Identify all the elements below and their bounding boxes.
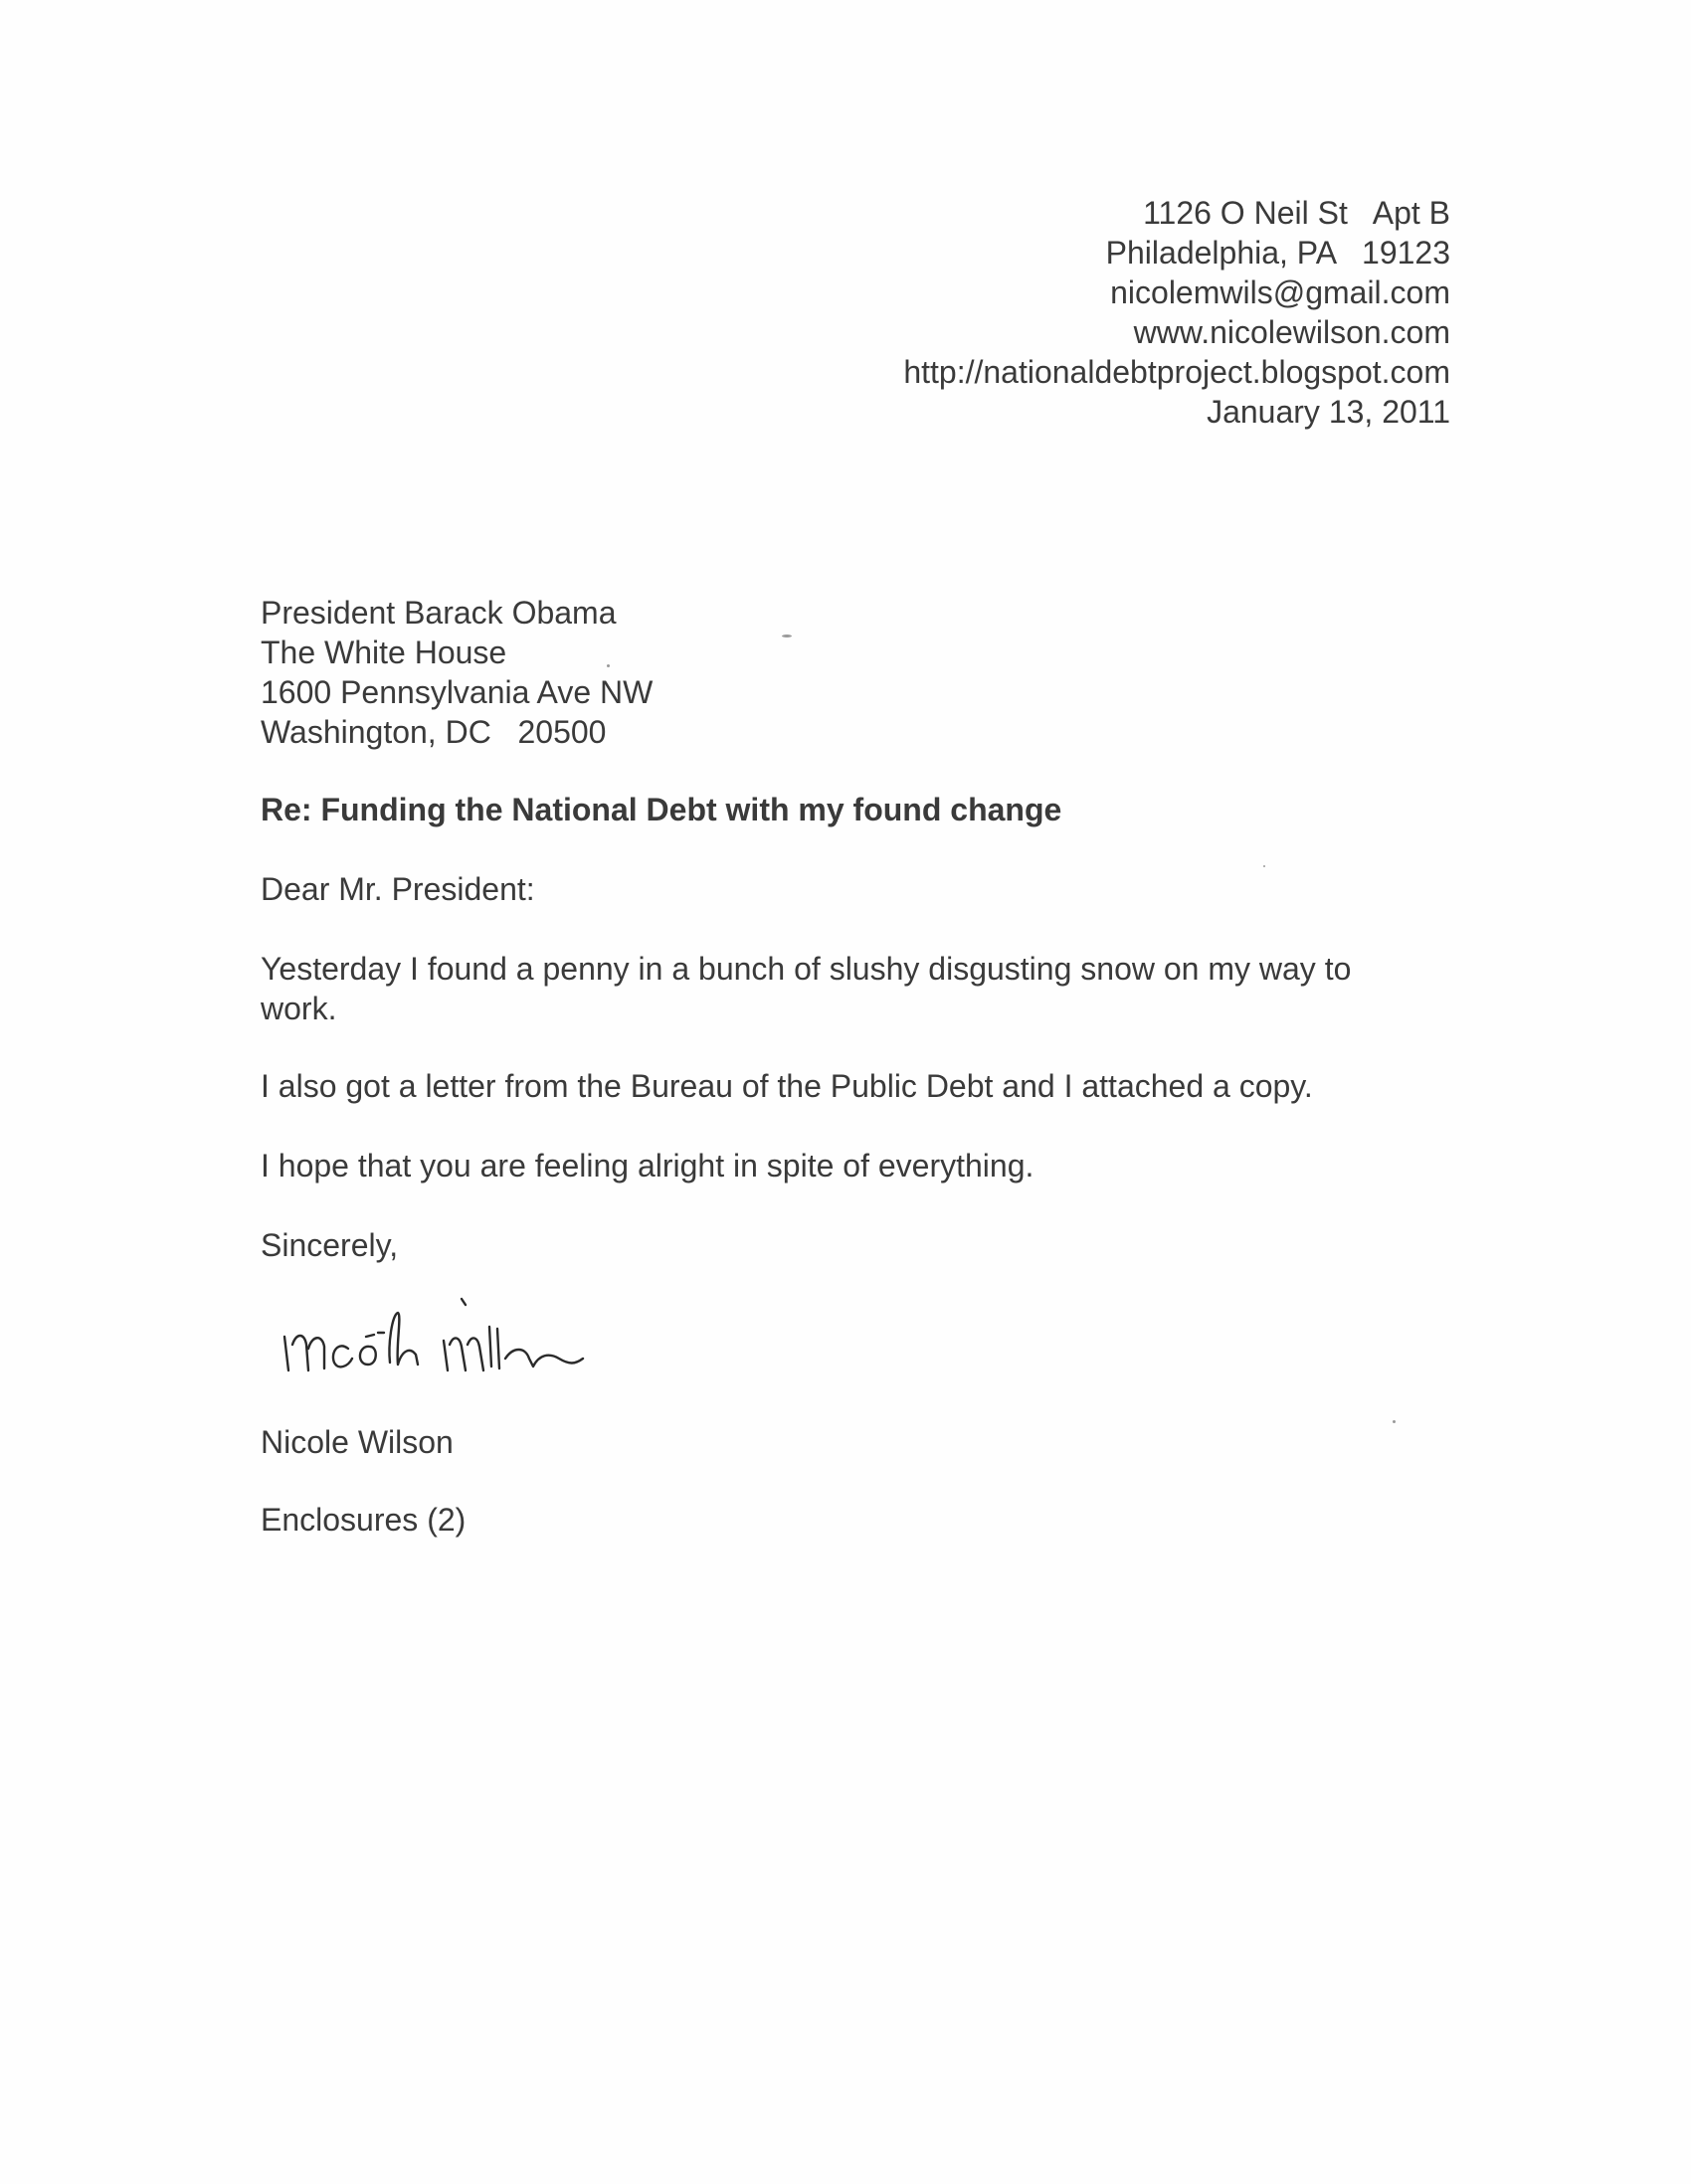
letter-subject: Re: Funding the National Debt with my found change (261, 792, 1062, 827)
letter-closing: Sincerely, (261, 1227, 399, 1263)
letter-paragraph: I also got a letter from the Bureau of the Public Debt and I attached a copy. (261, 1068, 1313, 1104)
letter-paragraph: I hope that you are feeling alright in spite of everything. (261, 1148, 1034, 1183)
recipient-street: 1600 Pennsylvania Ave NW (261, 674, 654, 710)
sender-blog: http://nationaldebtproject.blogspot.com (903, 354, 1450, 390)
signer-name: Nicole Wilson (261, 1424, 454, 1460)
scan-speck (607, 664, 610, 667)
sender-address-block (903, 193, 1450, 432)
sender-city: Philadelphia, PA 19123 (1105, 235, 1450, 271)
sender-street: 1126 O Neil St Apt B (1143, 195, 1450, 231)
recipient-address-block (261, 593, 653, 752)
scan-speck (1263, 865, 1265, 867)
handwritten-signature (279, 1275, 657, 1394)
letter-paragraph: Yesterday I found a penny in a bunch of slushy disgusting snow on my way to work. (261, 951, 1352, 1026)
scan-speck (1393, 1420, 1396, 1423)
letter-salutation: Dear Mr. President: (261, 871, 535, 907)
recipient-org: The White House (261, 635, 507, 670)
letter-date: January 13, 2011 (1207, 394, 1450, 430)
enclosures-note: Enclosures (2) (261, 1502, 467, 1538)
recipient-name: President Barack Obama (261, 595, 617, 631)
scan-speck (782, 635, 792, 637)
recipient-city: Washington, DC 20500 (261, 714, 607, 750)
sender-website: www.nicolewilson.com (1133, 314, 1450, 350)
sender-email: nicolemwils@gmail.com (1110, 274, 1450, 310)
